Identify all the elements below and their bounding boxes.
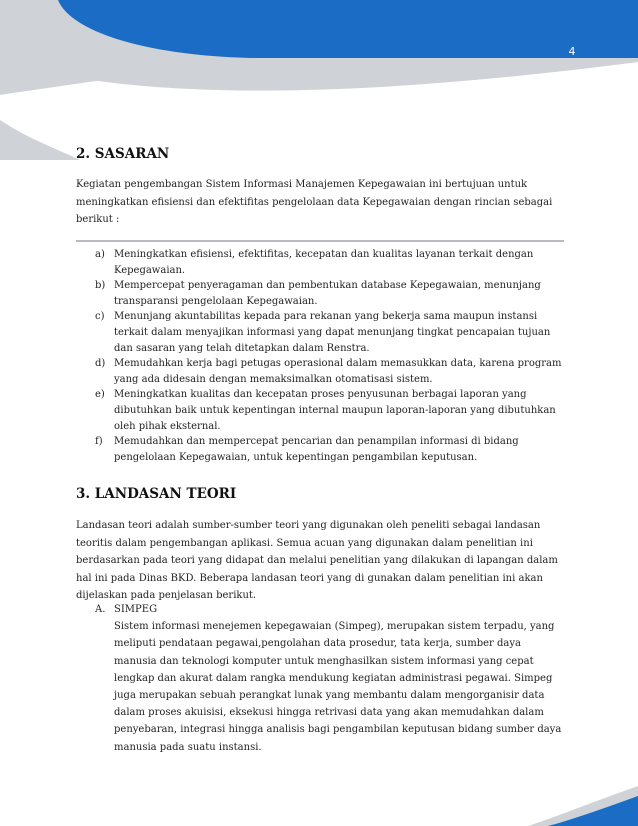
list-marker: c) [95, 311, 105, 323]
list-marker: A. [95, 604, 106, 615]
list-item-text: Meningkatkan efisiensi, efektifitas, kecepatan dan kualitas layanan terkait dengan Kepegawaian. [114, 249, 534, 276]
list-marker: d) [95, 358, 106, 370]
sasaran-intro: Kegiatan pengembangan Sistem Informasi Manajemen Kepegawaian ini bertujuan untuk meningkatkan efisiensi dan efektifitas pengelolaan data Kepegawaian dengan rincian sebagai berikut : [76, 179, 553, 225]
list-item-text: Memudahkan dan mempercepat pencarian dan penampilan informasi di bidang pengelolaan Kepegawaian, untuk kepentingan pengambilan keputusan. [114, 436, 519, 463]
footer-decoration [518, 786, 638, 826]
list-item [95, 247, 565, 278]
section-heading-sasaran: 2. SASARAN [76, 146, 170, 162]
section-heading-landasan-teori: 3. LANDASAN TEORI [76, 486, 237, 502]
page-number: 4 [568, 45, 576, 58]
list-item-text: Mempercepat penyeragaman dan pembentukan database Kepegawaian, menunjang transparansi pengelolaan Kepegawaian. [114, 280, 541, 307]
list-marker: b) [95, 280, 106, 292]
list-item [95, 434, 565, 465]
list-item [95, 356, 565, 387]
landasan-list [95, 601, 565, 756]
list-item [95, 278, 565, 309]
list-item-text: Menunjang akuntabilitas kepada para rekanan yang bekerja sama maupun instansi terkait dalam menyajikan informasi yang dapat menunjang tingkat pencapaian tujuan dan sasaran yang telah ditetapkan dalam Renstra. [114, 311, 551, 354]
landasan-intro: Landasan teori adalah sumber-sumber teori yang digunakan oleh peneliti sebagai landasan teoritis dalam pengembangan aplikasi. Semua acuan yang digunakan dalam penelitian ini berdasarkan pada teori yang didapat dan melalui penelitian yang dilakukan di lapangan dalam hal ini pada Dinas BKD. Beberapa landasan teori yang di gunakan dalam penelitian ini akan dijelaskan pada penjelasan berikut. [76, 520, 558, 601]
list-marker: e) [95, 389, 105, 401]
header-decoration [0, 0, 638, 170]
list-item-text: Memudahkan kerja bagi petugas operasional dalam memasukkan data, karena program yang ada didesain dengan memaksimalkan otomatisasi sistem. [114, 358, 562, 385]
list-item [95, 309, 565, 356]
list-marker: a) [95, 249, 105, 260]
sasaran-list [95, 247, 565, 465]
list-item-text: Sistem informasi menejemen kepegawaian (Simpeg), merupakan sistem terpadu, yang meliputi pendataan pegawai,pengolahan data prosedur, tata kerja, sumber daya manusia dan teknologi komputer untuk menghasilkan sistem informasi yang cepat lengkap dan akurat dalam rangka mendukung kegiatan administrasi pegawai. Simpeg juga merupakan sebuah perangkat lunak yang membantu dalam mengorganisir data dalam proses akuisisi, eksekusi hingga retrivasi data yang akan memudahkan dalam penyebaran, integrasi hingga analisis bagi pengambilan keputusan bidang sumber daya manusia pada suatu instansi. [114, 621, 562, 753]
section-divider [76, 240, 564, 242]
list-item-text: Meningkatkan kualitas dan kecepatan proses penyusunan berbagai laporan yang dibutuhkan baik untuk kepentingan internal maupun laporan-laporan yang dibutuhkan oleh pihak eksternal. [114, 389, 556, 432]
list-item-title: SIMPEG [114, 604, 158, 615]
list-item [95, 387, 565, 434]
list-marker: f) [95, 436, 103, 448]
list-item [95, 601, 565, 756]
